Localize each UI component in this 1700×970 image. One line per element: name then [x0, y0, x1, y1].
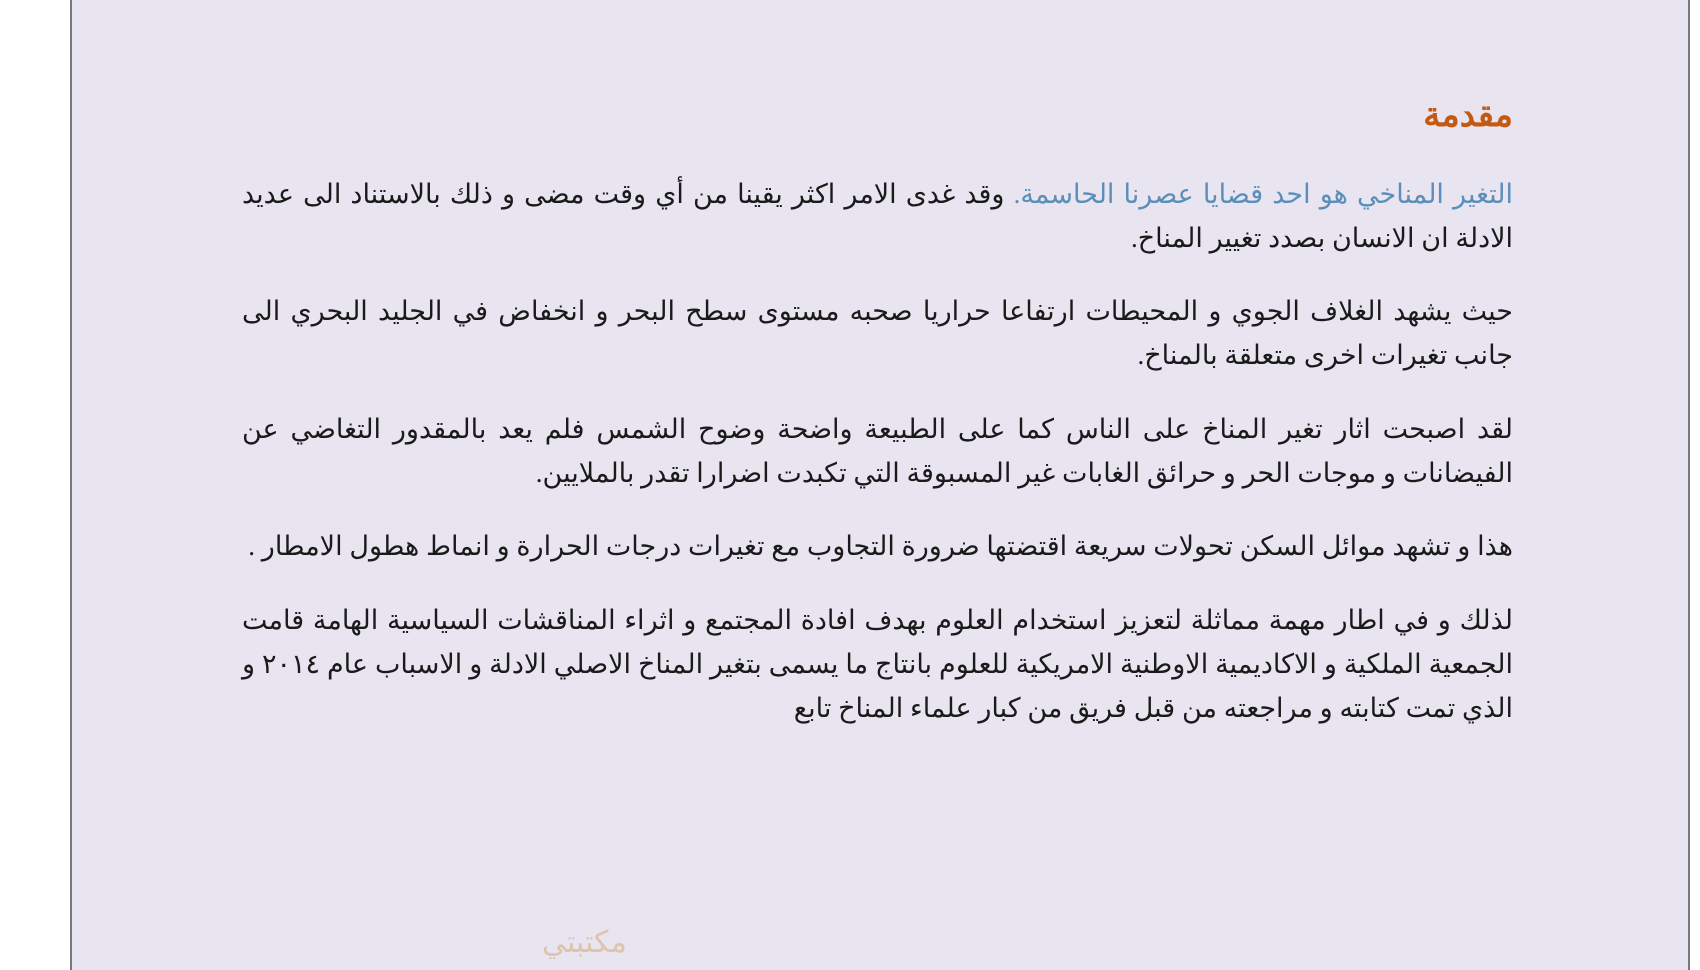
paragraph-4	[242, 525, 1513, 569]
document-sheet	[72, 0, 1688, 970]
paragraph-4-text: هذا و تشهد موائل السكن تحولات سريعة اقتضتها ضرورة التجاوب مع تغيرات درجات الحرارة و انماط هطول الامطار .	[248, 531, 1513, 562]
paragraph-1-text: وقد غدى الامر اكثر يقينا من أي وقت مضى و ذلك بالاستناد الى عديد الادلة ان الانسان بصدد تغيير المناخ.	[242, 179, 1513, 253]
paragraph-5	[242, 599, 1513, 730]
paragraph-3	[242, 408, 1513, 495]
page-border-right	[1688, 0, 1690, 970]
watermark: مكتبتي	[542, 926, 627, 959]
document-body	[72, 0, 1688, 730]
paragraph-1	[242, 173, 1513, 260]
paragraph-2	[242, 290, 1513, 377]
paragraph-5-text: لذلك و في اطار مهمة مماثلة لتعزيز استخدام العلوم بهدف افادة المجتمع و اثراء المناقشات السياسية الهامة قامت الجمعية الملكية و الاكاديمية الاوطنية الامريكية للعلوم بانتاج ما يسمى بتغير المناخ الاصلي الادلة و الاسباب عام ٢٠١٤ و الذي تمت كتابته و مراجعته من قبل فريق من كبار علماء المناخ تابع	[242, 605, 1513, 723]
paragraph-3-text: لقد اصبحت اثار تغير المناخ على الناس كما على الطبيعة واضحة وضوح الشمس فلم يعد بالمقدور التغاضي عن الفيضانات و موجات الحر و حرائق الغابات غير المسبوقة التي تكبدت اضرارا تقدر بالملايين.	[242, 413, 1513, 488]
highlighted-sentence: التغير المناخي هو احد قضايا عصرنا الحاسمة.	[1013, 179, 1513, 209]
paragraph-2-text: حيث يشهد الغلاف الجوي و المحيطات ارتفاعا حراريا صحبه مستوى سطح البحر و انخفاض في الجليد البحري الى جانب تغيرات اخرى متعلقة بالمناخ.	[242, 296, 1513, 371]
page-title: مقدمة	[1423, 96, 1513, 134]
